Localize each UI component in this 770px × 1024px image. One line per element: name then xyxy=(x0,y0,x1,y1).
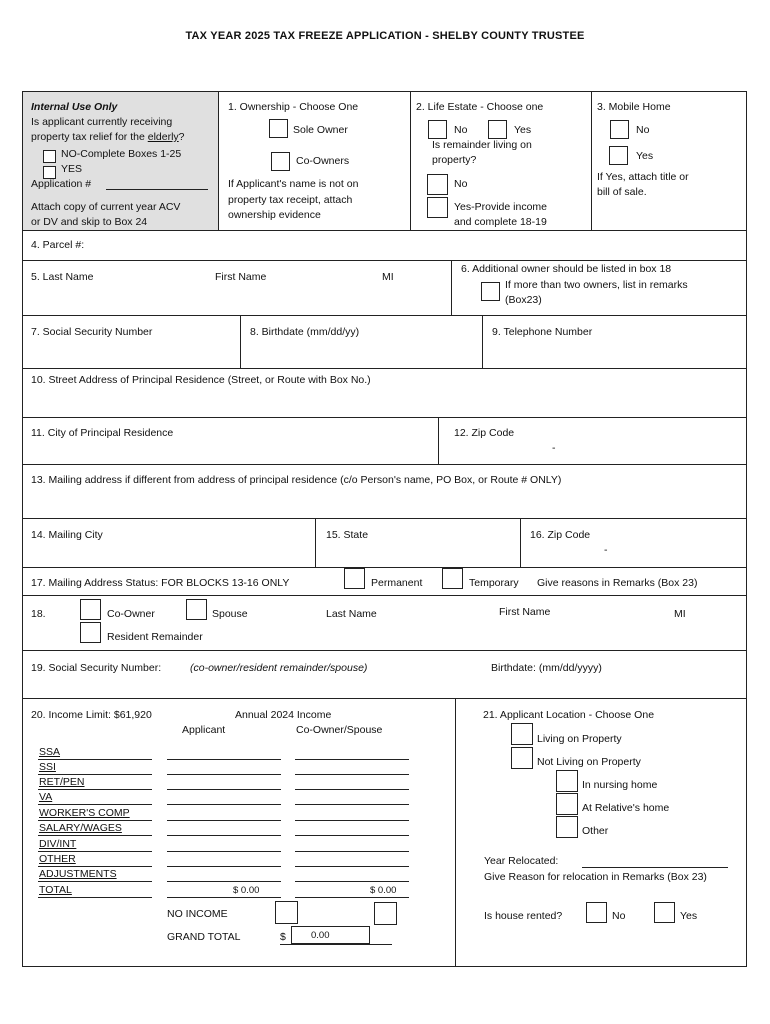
income-category: DIV/INT xyxy=(39,838,77,850)
mobile-home-note-line1: If Yes, attach title or xyxy=(597,171,689,183)
spouse-total-value: $ 0.00 xyxy=(370,885,397,896)
row-divider xyxy=(23,595,746,596)
category-rule xyxy=(38,789,152,790)
spouse-income-field[interactable] xyxy=(295,851,409,852)
middle-initial-label: MI xyxy=(382,271,394,283)
income-category: SSA xyxy=(39,746,61,758)
remainder-no-checkbox[interactable] xyxy=(427,174,448,195)
street-address-label: 10. Street Address of Principal Residence (Street, or Route with Box No.) xyxy=(31,374,371,386)
mobile-home-note-line2: bill of sale. xyxy=(597,186,647,198)
additional-owner-line3: (Box23) xyxy=(505,294,542,306)
category-rule xyxy=(38,774,152,775)
status-remarks-label: Give reasons in Remarks (Box 23) xyxy=(537,577,698,589)
col-divider xyxy=(451,260,452,315)
box18-first-name-label: First Name xyxy=(499,606,551,618)
not-living-on-property-label: Not Living on Property xyxy=(537,756,641,768)
life-estate-heading: 2. Life Estate - Choose one xyxy=(416,101,544,113)
applicant-income-field[interactable] xyxy=(167,835,281,836)
box18-last-name-label: Last Name xyxy=(326,608,377,620)
col-divider xyxy=(591,91,592,230)
grand-total-field[interactable] xyxy=(291,926,370,944)
row-divider xyxy=(23,315,746,316)
mailing-zip-dash: - xyxy=(604,544,608,556)
rented-no-checkbox[interactable] xyxy=(586,902,607,923)
mailing-zip-label: 16. Zip Code xyxy=(530,529,591,541)
row-divider xyxy=(23,698,746,699)
spouse-income-field[interactable] xyxy=(295,789,409,790)
application-number-label: Application # xyxy=(31,178,92,190)
no-income-spouse-checkbox[interactable] xyxy=(374,902,397,925)
applicant-income-field[interactable] xyxy=(167,851,281,852)
spouse-checkbox[interactable] xyxy=(186,599,207,620)
rented-no-label: No xyxy=(612,910,626,922)
attach-acv-line2: or DV and skip to Box 24 xyxy=(31,216,148,228)
category-rule xyxy=(38,759,152,760)
spouse-income-field[interactable] xyxy=(295,835,409,836)
no-income-label: NO INCOME xyxy=(167,908,228,920)
mobile-home-no-checkbox[interactable] xyxy=(610,120,629,139)
attach-acv-line1: Attach copy of current year ACV xyxy=(31,201,181,213)
row-divider xyxy=(23,260,746,261)
col-divider xyxy=(520,518,521,567)
remainder-no-label: No xyxy=(454,178,468,190)
box18-mi-label: MI xyxy=(674,608,686,620)
income-category: SSI xyxy=(39,761,56,773)
row-divider xyxy=(23,518,746,519)
elderly-question-line1: Is applicant currently receiving xyxy=(31,116,173,128)
additional-owner-checkbox[interactable] xyxy=(481,282,500,301)
internal-no-label: NO-Complete Boxes 1-25 xyxy=(61,148,182,160)
col-divider xyxy=(315,518,316,567)
additional-owner-line1: 6. Additional owner should be listed in box 18 xyxy=(461,263,672,275)
ownership-note-line1: If Applicant's name is not on xyxy=(228,178,359,190)
mailing-status-label: 17. Mailing Address Status: FOR BLOCKS 13-16 ONLY xyxy=(31,577,290,589)
spouse-label: Spouse xyxy=(212,608,248,620)
nursing-home-checkbox[interactable] xyxy=(556,770,578,792)
applicant-income-field[interactable] xyxy=(167,866,281,867)
row-divider xyxy=(23,368,746,369)
category-rule xyxy=(38,866,152,867)
grand-total-value: 0.00 xyxy=(311,930,330,941)
co-owner-label: Co-Owner xyxy=(107,608,155,620)
row-divider xyxy=(23,567,746,568)
ownership-note-line2: property tax receipt, attach xyxy=(228,194,353,206)
mailing-address-label: 13. Mailing address if different from address of principal residence (c/o Person's name, PO Box, or Route # ONLY) xyxy=(31,474,562,486)
no-income-applicant-checkbox[interactable] xyxy=(275,901,298,924)
box19-ssn-note: (co-owner/resident remainder/spouse) xyxy=(190,662,368,674)
year-relocated-field[interactable] xyxy=(582,867,728,868)
life-estate-yes-checkbox[interactable] xyxy=(488,120,507,139)
internal-yes-label: YES xyxy=(61,163,83,175)
house-rented-label: Is house rented? xyxy=(484,910,563,922)
other-location-label: Other xyxy=(582,825,609,837)
col-divider xyxy=(455,698,456,966)
col-divider xyxy=(438,417,439,464)
income-category: SALARY/WAGES xyxy=(39,822,122,834)
last-name-label: 5. Last Name xyxy=(31,271,94,283)
ssn-label: 7. Social Security Number xyxy=(31,326,153,338)
co-owners-label: Co-Owners xyxy=(296,155,350,167)
mobile-home-yes-checkbox[interactable] xyxy=(609,146,628,165)
row-divider xyxy=(23,464,746,465)
resident-remainder-checkbox[interactable] xyxy=(80,622,101,643)
mailing-city-label: 14. Mailing City xyxy=(31,529,103,541)
applicant-column-header: Applicant xyxy=(182,724,226,736)
grand-total-dollar-sign: $ xyxy=(280,931,286,943)
other-location-checkbox[interactable] xyxy=(556,816,578,838)
relatives-home-label: At Relative's home xyxy=(582,802,670,814)
spouse-income-field[interactable] xyxy=(295,804,409,805)
co-owner-spouse-column-header: Co-Owner/Spouse xyxy=(296,724,383,736)
remainder-question-line2: property? xyxy=(432,154,477,166)
form-border-left xyxy=(22,91,23,967)
form-title: TAX YEAR 2025 TAX FREEZE APPLICATION - SHELBY COUNTY TRUSTEE xyxy=(185,30,585,42)
application-number-field[interactable] xyxy=(106,189,208,190)
applicant-location-heading: 21. Applicant Location - Choose One xyxy=(483,709,655,721)
life-estate-yes-label: Yes xyxy=(514,124,532,136)
internal-no-checkbox[interactable] xyxy=(43,150,56,163)
not-living-on-property-checkbox[interactable] xyxy=(511,747,533,769)
applicant-income-field[interactable] xyxy=(167,789,281,790)
spouse-income-field[interactable] xyxy=(295,881,409,882)
rented-yes-label: Yes xyxy=(680,910,698,922)
col-divider xyxy=(410,91,411,230)
category-rule xyxy=(38,851,152,852)
grand-total-label: GRAND TOTAL xyxy=(167,931,241,943)
applicant-income-field[interactable] xyxy=(167,820,281,821)
mobile-home-heading: 3. Mobile Home xyxy=(597,101,671,113)
mobile-home-no-label: No xyxy=(636,124,650,136)
rented-yes-checkbox[interactable] xyxy=(654,902,675,923)
elderly-question-line2: property tax relief for the elderly? xyxy=(31,131,185,143)
col-divider xyxy=(218,91,219,230)
spouse-total-field[interactable] xyxy=(295,897,409,898)
remainder-question-line1: Is remainder living on xyxy=(432,139,532,151)
life-estate-no-label: No xyxy=(454,124,468,136)
applicant-income-field[interactable] xyxy=(167,759,281,760)
temporary-checkbox[interactable] xyxy=(442,568,463,589)
relocation-reason-label: Give Reason for relocation in Remarks (Box 23) xyxy=(484,871,707,883)
annual-income-label: Annual 2024 Income xyxy=(235,709,332,721)
applicant-total-value: $ 0.00 xyxy=(233,885,260,896)
income-category: ADJUSTMENTS xyxy=(39,868,117,880)
category-rule xyxy=(38,820,152,821)
living-on-property-checkbox[interactable] xyxy=(511,723,533,745)
category-rule xyxy=(38,835,152,836)
spouse-income-field[interactable] xyxy=(295,774,409,775)
income-category: TOTAL xyxy=(39,884,72,896)
category-rule xyxy=(38,881,152,882)
additional-owner-line2: If more than two owners, list in remarks xyxy=(505,279,688,291)
row-divider xyxy=(23,417,746,418)
spouse-income-field[interactable] xyxy=(295,820,409,821)
first-name-label: First Name xyxy=(215,271,267,283)
zip-code-label: 12. Zip Code xyxy=(454,427,515,439)
sole-owner-checkbox[interactable] xyxy=(269,119,288,138)
applicant-income-field[interactable] xyxy=(167,881,281,882)
living-on-property-label: Living on Property xyxy=(537,733,622,745)
category-rule xyxy=(38,804,152,805)
row-divider xyxy=(23,230,746,231)
income-limit-label: 20. Income Limit: $61,920 xyxy=(31,709,152,721)
box19-birthdate-label: Birthdate: (mm/dd/yyyy) xyxy=(491,662,602,674)
income-category: WORKER'S COMP xyxy=(39,807,130,819)
income-category: OTHER xyxy=(39,853,76,865)
remainder-yes-checkbox[interactable] xyxy=(427,197,448,218)
applicant-total-field[interactable] xyxy=(167,897,281,898)
spouse-income-field[interactable] xyxy=(295,759,409,760)
city-label: 11. City of Principal Residence xyxy=(31,427,174,439)
sole-owner-label: Sole Owner xyxy=(293,124,348,136)
year-relocated-label: Year Relocated: xyxy=(484,855,559,867)
temporary-label: Temporary xyxy=(469,577,519,589)
spouse-income-field[interactable] xyxy=(295,866,409,867)
internal-use-heading: Internal Use Only xyxy=(31,101,118,113)
row-divider xyxy=(23,650,746,651)
telephone-label: 9. Telephone Number xyxy=(492,326,593,338)
parcel-label: 4. Parcel #: xyxy=(31,239,85,251)
zip-dash: - xyxy=(552,442,556,454)
income-category: RET/PEN xyxy=(39,776,85,788)
category-rule xyxy=(38,897,152,898)
grand-total-underline xyxy=(280,944,392,945)
col-divider xyxy=(240,315,241,368)
box19-ssn-label: 19. Social Security Number: xyxy=(31,662,162,674)
resident-remainder-label: Resident Remainder xyxy=(107,631,203,643)
state-label: 15. State xyxy=(326,529,369,541)
co-owner-checkbox[interactable] xyxy=(80,599,101,620)
applicant-income-field[interactable] xyxy=(167,774,281,775)
life-estate-no-checkbox[interactable] xyxy=(428,120,447,139)
relatives-home-checkbox[interactable] xyxy=(556,793,578,815)
form-border-bottom xyxy=(23,966,746,967)
remainder-yes-label-line1: Yes-Provide income xyxy=(454,201,547,213)
birthdate-label: 8. Birthdate (mm/dd/yy) xyxy=(250,326,360,338)
mobile-home-yes-label: Yes xyxy=(636,150,654,162)
income-category: VA xyxy=(39,791,53,803)
permanent-label: Permanent xyxy=(371,577,423,589)
form-border-top xyxy=(23,91,746,92)
ownership-heading: 1. Ownership - Choose One xyxy=(228,101,359,113)
form-border-right xyxy=(746,91,747,967)
ownership-note-line3: ownership evidence xyxy=(228,209,321,221)
co-owners-checkbox[interactable] xyxy=(271,152,290,171)
remainder-yes-label-line2: and complete 18-19 xyxy=(454,216,547,228)
box18-number: 18. xyxy=(31,608,46,620)
col-divider xyxy=(482,315,483,368)
nursing-home-label: In nursing home xyxy=(582,779,658,791)
applicant-income-field[interactable] xyxy=(167,804,281,805)
permanent-checkbox[interactable] xyxy=(344,568,365,589)
